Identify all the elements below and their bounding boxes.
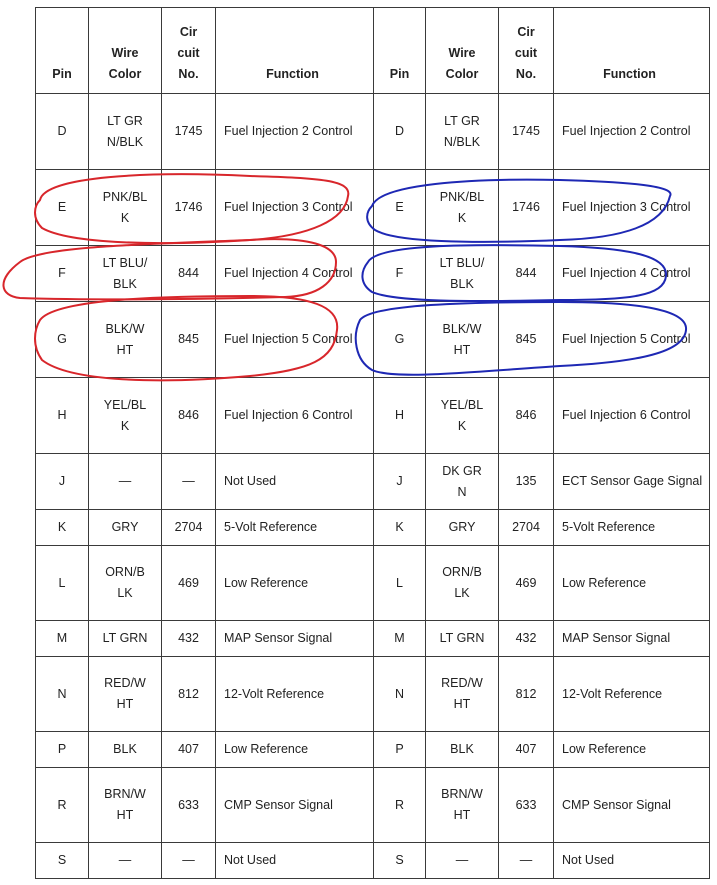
pin-cell-right: [374, 657, 426, 732]
function-text: Not Used: [224, 474, 277, 488]
pin-text: E: [395, 200, 404, 214]
function-text: Fuel Injection 5 Control: [562, 332, 691, 346]
wire-color-text: YEL/BLK: [103, 397, 147, 433]
header-function-left: Function: [216, 8, 374, 94]
circuit-text: 407: [178, 742, 199, 756]
circuit-cell-left: [162, 843, 216, 879]
header-function-right: Function: [554, 8, 710, 94]
circuit-cell-right: [499, 246, 554, 302]
wire-color-text: LT BLU/ BLK: [439, 255, 485, 291]
table-row: [36, 621, 710, 657]
wire-color-text: BRN/WHT: [441, 787, 483, 822]
function-text: MAP Sensor Signal: [562, 631, 671, 645]
circuit-text: 846: [178, 408, 199, 422]
circuit-text: 1745: [174, 124, 203, 138]
circuit-text: 135: [515, 474, 537, 488]
pin-text: F: [58, 266, 66, 280]
pin-cell-left: [36, 454, 89, 510]
wire-color-cell-right: [426, 510, 499, 546]
function-text: Fuel Injection 5 Control: [224, 332, 353, 346]
circuit-text: 812: [515, 686, 537, 701]
circuit-cell-right: [499, 454, 554, 510]
wire-color-cell-right: [426, 621, 499, 657]
circuit-text: 432: [515, 631, 537, 645]
function-cell-right: [554, 246, 710, 302]
pin-text: P: [57, 742, 67, 756]
pin-text: L: [396, 575, 403, 590]
header-pin-right: Pin: [374, 8, 426, 94]
circuit-cell-right: [499, 170, 554, 246]
function-cell-left: [216, 302, 374, 378]
function-cell-right: [554, 546, 710, 621]
function-cell-left: [216, 246, 374, 302]
table-row: [36, 843, 710, 879]
wire-color-cell-right: [426, 454, 499, 510]
wire-color-text: PNK/BLK: [439, 189, 485, 225]
function-text: Low Reference: [562, 575, 647, 590]
wire-color-text: BLK: [113, 742, 137, 756]
wire-color-cell-left: [89, 768, 162, 843]
wire-color-text: LT GRN: [102, 631, 148, 645]
function-cell-left: [216, 732, 374, 768]
function-cell-right: [554, 657, 710, 732]
header-wire-color-left: Wire Color: [89, 8, 162, 94]
circuit-cell-right: [499, 732, 554, 768]
circuit-text: 633: [178, 797, 199, 812]
pin-cell-left: [36, 170, 89, 246]
function-text: Low Reference: [224, 575, 309, 590]
pin-cell-right: [374, 768, 426, 843]
wire-color-cell-right: [426, 246, 499, 302]
wire-color-text: —: [118, 474, 132, 488]
function-cell-right: [554, 768, 710, 843]
wire-color-cell-right: [426, 657, 499, 732]
table-row: [36, 732, 710, 768]
table-row: [36, 378, 710, 454]
circuit-cell-left: [162, 657, 216, 732]
wire-color-cell-left: [89, 302, 162, 378]
circuit-cell-right: [499, 657, 554, 732]
pin-text: P: [395, 742, 404, 756]
pinout-table: [35, 7, 710, 879]
circuit-text: —: [182, 853, 195, 867]
circuit-text: 844: [178, 266, 199, 280]
pin-cell-right: [374, 454, 426, 510]
wire-color-cell-right: [426, 546, 499, 621]
circuit-text: 633: [515, 797, 537, 812]
function-text: Not Used: [224, 853, 277, 867]
circuit-cell-right: [499, 621, 554, 657]
table-row: [36, 768, 710, 843]
circuit-cell-left: [162, 302, 216, 378]
wire-color-text: BLK/WHT: [105, 321, 145, 357]
circuit-text: —: [519, 853, 533, 867]
function-cell-right: [554, 510, 710, 546]
circuit-cell-left: [162, 378, 216, 454]
pin-text: S: [395, 853, 404, 867]
function-text: Fuel Injection 2 Control: [562, 124, 691, 138]
pin-text: D: [57, 124, 67, 138]
circuit-cell-right: [499, 302, 554, 378]
wire-color-cell-right: [426, 732, 499, 768]
wire-color-cell-right: [426, 378, 499, 454]
circuit-text: 432: [178, 631, 199, 645]
function-text: Not Used: [562, 853, 615, 867]
pin-text: S: [57, 853, 67, 867]
circuit-cell-left: [162, 510, 216, 546]
table-row: [36, 454, 710, 510]
pin-text: H: [57, 408, 67, 422]
pin-cell-right: [374, 302, 426, 378]
pinout-table-body: [36, 94, 710, 879]
header-wire-color-right: Wire Color: [426, 8, 499, 94]
wire-color-text: BLK/WHT: [442, 321, 482, 357]
function-cell-left: [216, 454, 374, 510]
wire-color-cell-left: [89, 657, 162, 732]
function-text: Fuel Injection 4 Control: [562, 266, 691, 280]
pin-text: D: [394, 124, 405, 138]
circuit-cell-left: [162, 170, 216, 246]
table-row: [36, 510, 710, 546]
pin-cell-right: [374, 546, 426, 621]
pin-cell-left: [36, 94, 89, 170]
pin-cell-right: [374, 170, 426, 246]
pin-text: N: [394, 686, 405, 701]
pin-text: K: [57, 520, 67, 534]
circuit-text: 2704: [512, 520, 540, 534]
wire-color-cell-left: [89, 246, 162, 302]
pin-cell-left: [36, 546, 89, 621]
circuit-text: 469: [178, 575, 199, 590]
pin-text: E: [57, 200, 67, 214]
function-text: CMP Sensor Signal: [224, 797, 333, 812]
wire-color-cell-right: [426, 170, 499, 246]
circuit-cell-right: [499, 510, 554, 546]
circuit-cell-left: [162, 768, 216, 843]
function-text: Fuel Injection 3 Control: [562, 200, 691, 214]
function-text: Fuel Injection 2 Control: [224, 124, 353, 138]
circuit-cell-left: [162, 246, 216, 302]
circuit-text: 845: [515, 332, 537, 346]
circuit-text: 846: [515, 408, 537, 422]
header-circuit-left: Cir cuit No.: [162, 8, 216, 94]
pin-cell-left: [36, 621, 89, 657]
header-circuit-right: Cir cuit No.: [499, 8, 554, 94]
wire-color-cell-left: [89, 621, 162, 657]
pin-cell-left: [36, 510, 89, 546]
function-cell-left: [216, 843, 374, 879]
wire-color-text: ORN/BLK: [442, 565, 482, 600]
function-cell-right: [554, 732, 710, 768]
circuit-cell-left: [162, 621, 216, 657]
circuit-text: 1746: [174, 200, 203, 214]
wire-color-text: LT GRN: [439, 631, 485, 645]
function-cell-left: [216, 546, 374, 621]
wire-color-text: RED/WHT: [441, 676, 483, 711]
circuit-text: 407: [515, 742, 537, 756]
wire-color-cell-left: [89, 378, 162, 454]
table-row: [36, 657, 710, 732]
function-cell-right: [554, 378, 710, 454]
wire-color-text: LT GRN/BLK: [106, 113, 144, 149]
pin-text: M: [56, 631, 68, 645]
pin-cell-right: [374, 94, 426, 170]
function-text: 12-Volt Reference: [562, 686, 663, 701]
wire-color-text: PNK/BLK: [102, 189, 148, 225]
circuit-cell-right: [499, 843, 554, 879]
wire-color-cell-right: [426, 843, 499, 879]
pin-text: N: [57, 686, 67, 701]
pin-text: G: [57, 332, 67, 346]
circuit-cell-left: [162, 546, 216, 621]
circuit-text: 1745: [512, 124, 540, 138]
pin-text: H: [394, 408, 405, 422]
table-row: [36, 546, 710, 621]
circuit-text: 845: [178, 332, 199, 346]
function-text: MAP Sensor Signal: [224, 631, 333, 645]
circuit-cell-right: [499, 768, 554, 843]
function-text: Fuel Injection 3 Control: [224, 200, 353, 214]
circuit-cell-right: [499, 378, 554, 454]
pin-text: R: [394, 797, 405, 812]
pin-cell-right: [374, 732, 426, 768]
function-text: Low Reference: [224, 742, 309, 756]
circuit-text: —: [182, 474, 195, 488]
table-row: [36, 94, 710, 170]
wire-color-text: YEL/BLK: [440, 397, 484, 433]
function-text: 12-Volt Reference: [224, 686, 325, 701]
pin-cell-left: [36, 732, 89, 768]
circuit-text: 469: [515, 575, 537, 590]
function-cell-left: [216, 170, 374, 246]
wire-color-cell-left: [89, 454, 162, 510]
wire-color-text: —: [455, 853, 469, 867]
wire-color-text: GRY: [448, 520, 476, 534]
pin-text: G: [394, 332, 405, 346]
pin-cell-right: [374, 843, 426, 879]
wire-color-cell-left: [89, 94, 162, 170]
function-text: ECT Sensor Gage Signal: [562, 474, 703, 488]
pin-cell-left: [36, 657, 89, 732]
function-cell-right: [554, 843, 710, 879]
wire-color-text: RED/WHT: [104, 676, 146, 711]
wire-color-cell-right: [426, 768, 499, 843]
circuit-cell-right: [499, 546, 554, 621]
function-cell-left: [216, 94, 374, 170]
wire-color-text: LT BLU/ BLK: [102, 255, 148, 291]
function-cell-left: [216, 657, 374, 732]
pin-text: M: [394, 631, 405, 645]
wire-color-cell-left: [89, 546, 162, 621]
function-cell-left: [216, 378, 374, 454]
pin-cell-right: [374, 510, 426, 546]
function-cell-right: [554, 170, 710, 246]
wire-color-cell-left: [89, 510, 162, 546]
function-cell-left: [216, 768, 374, 843]
circuit-text: 844: [515, 266, 537, 280]
pin-cell-left: [36, 843, 89, 879]
pin-text: K: [395, 520, 404, 534]
function-text: 5-Volt Reference: [562, 520, 656, 534]
pin-text: L: [58, 575, 66, 590]
wire-color-cell-right: [426, 302, 499, 378]
wire-color-text: LT GRN/BLK: [443, 113, 481, 149]
wire-color-cell-left: [89, 732, 162, 768]
function-text: Low Reference: [562, 742, 647, 756]
wire-color-text: BRN/WHT: [104, 787, 146, 822]
function-cell-right: [554, 302, 710, 378]
function-text: Fuel Injection 4 Control: [224, 266, 353, 280]
function-text: Fuel Injection 6 Control: [224, 408, 353, 422]
pin-cell-right: [374, 246, 426, 302]
function-text: CMP Sensor Signal: [562, 797, 671, 812]
function-cell-right: [554, 621, 710, 657]
function-text: Fuel Injection 6 Control: [562, 408, 691, 422]
pin-text: J: [396, 474, 403, 488]
table-row: [36, 170, 710, 246]
pin-cell-left: [36, 768, 89, 843]
table-row: [36, 246, 710, 302]
header-pin-left: Pin: [36, 8, 89, 94]
pin-cell-left: [36, 302, 89, 378]
header-row: [36, 8, 710, 94]
function-cell-right: [554, 454, 710, 510]
pin-cell-left: [36, 246, 89, 302]
circuit-cell-right: [499, 94, 554, 170]
circuit-cell-left: [162, 94, 216, 170]
circuit-text: 1746: [512, 200, 540, 214]
pin-cell-left: [36, 378, 89, 454]
circuit-cell-left: [162, 454, 216, 510]
wire-color-text: ORN/BLK: [105, 565, 145, 600]
wire-color-text: DK GRN: [442, 463, 482, 499]
pin-cell-right: [374, 378, 426, 454]
pin-text: J: [58, 474, 66, 488]
pin-text: R: [57, 797, 67, 812]
function-cell-left: [216, 621, 374, 657]
wire-color-text: —: [118, 853, 132, 867]
function-cell-left: [216, 510, 374, 546]
wire-color-text: BLK: [450, 742, 474, 756]
wire-color-text: GRY: [111, 520, 139, 534]
wire-color-cell-left: [89, 170, 162, 246]
pin-text: F: [395, 266, 404, 280]
pin-cell-right: [374, 621, 426, 657]
function-cell-right: [554, 94, 710, 170]
wire-color-cell-right: [426, 94, 499, 170]
circuit-cell-left: [162, 732, 216, 768]
circuit-text: 2704: [174, 520, 203, 534]
table-row: [36, 302, 710, 378]
function-text: 5-Volt Reference: [224, 520, 318, 534]
circuit-text: 812: [178, 686, 199, 701]
wire-color-cell-left: [89, 843, 162, 879]
